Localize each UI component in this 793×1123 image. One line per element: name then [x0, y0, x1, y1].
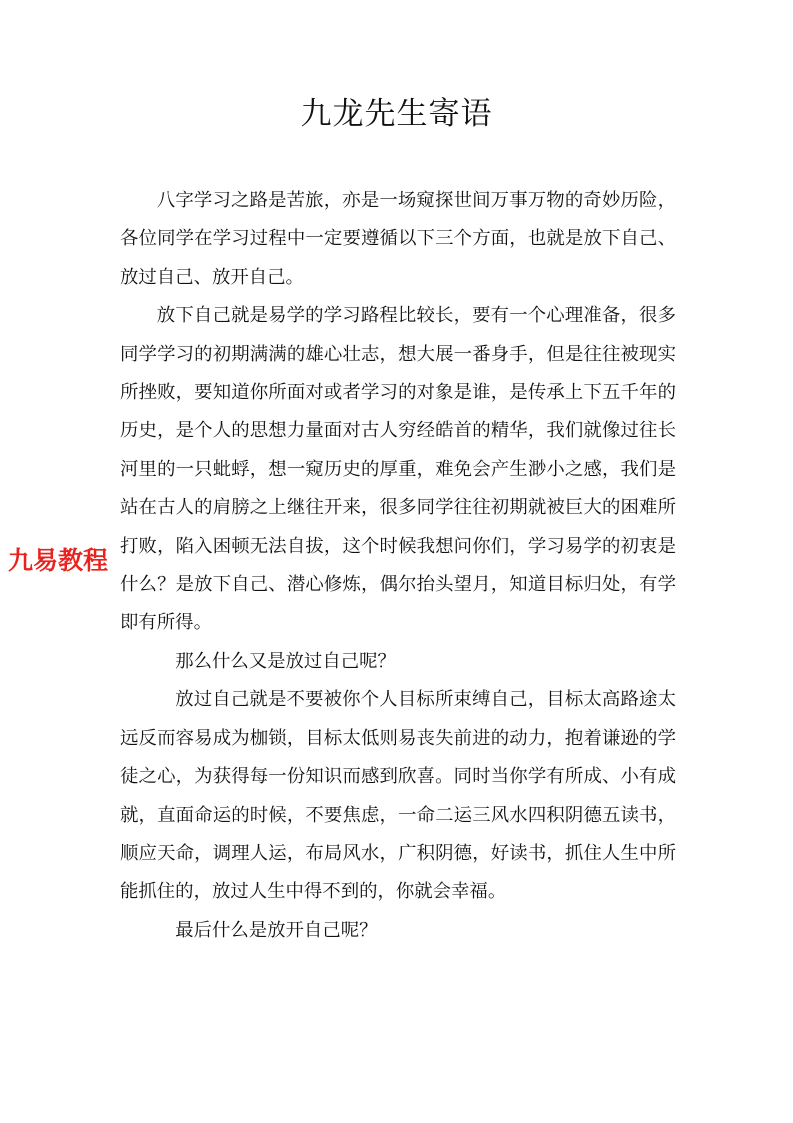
paragraph-intro: 八字学习之路是苦旅，亦是一场窥探世间万事万物的奇妙历险，各位同学在学习过程中一定要遵循以下三个方面，也就是放下自己、放过自己、放开自己。 — [120, 190, 676, 288]
paragraph-forgive: 放过自己就是不要被你个人目标所束缚自己，目标太高路途太远反而容易成为枷锁，目标太低则易丧失前进的动力，抱着谦逊的学徒之心，为获得每一份知识而感到欣喜。同时当你学有所成、小有成就，直面命运的时候，不要焦虑，一命二运三风水四积阴德五读书，顺应天命，调理人运，布局风水，广积阴德，好读书，抓住人生中所能抓住的，放过人生中得不到的，你就会幸福。 — [120, 689, 676, 903]
watermark-logo-text: 九易教程 — [8, 546, 109, 575]
paragraph-question-forgive: 那么什么又是放过自己呢？ — [175, 650, 396, 672]
document-title: 九龙先生寄语 — [300, 96, 493, 132]
paragraph-question-open: 最后什么是放开自己呢？ — [175, 919, 378, 941]
document-body — [120, 182, 676, 950]
paragraph-let-go: 放下自己就是易学的学习路程比较长，要有一个心理准备，很多同学学习的初期满满的雄心壮志，想大展一番身手，但是往往被现实所挫败，要知道你所面对或者学习的对象是谁，是传承上下五千年的历史，是个人的思想力量面对古人穷经皓首的精华，我们就像过往长河里的一只蚍蜉，想一窥历史的厚重，难免会产生渺小之感，我们是站在古人的肩膀之上继往开来，很多同学往往初期就被巨大的困难所打败，陷入困顿无法自拔，这个时候我想问你们，学习易学的初衷是什么？是放下自己、潜心修炼，偶尔抬头望月，知道目标归处，有学即有所得。 — [120, 305, 676, 634]
